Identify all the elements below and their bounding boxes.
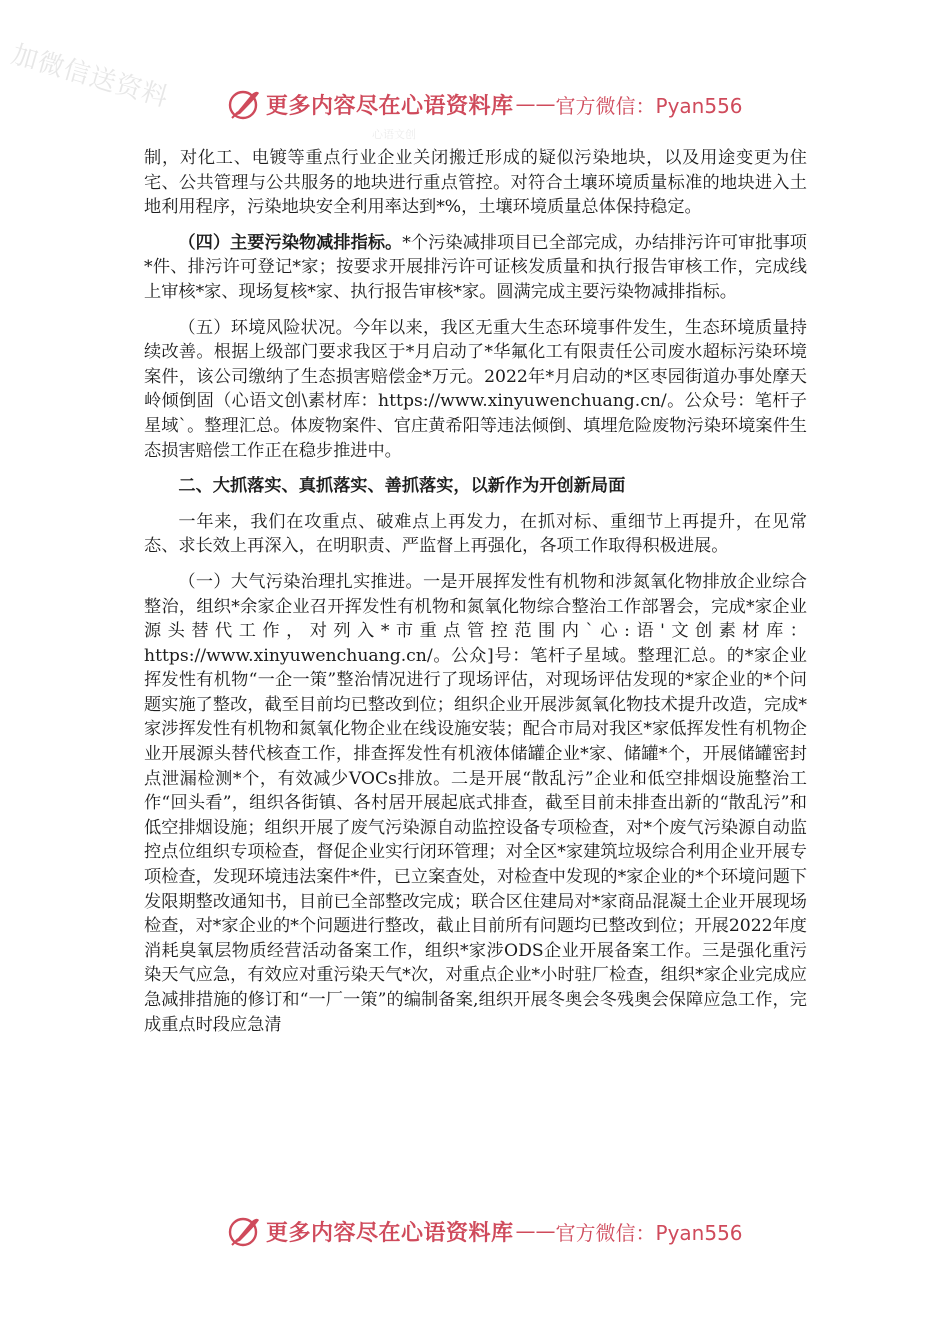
banner-shadow-text: 心语文创 [372, 128, 416, 141]
banner-wechat-text: 官方微信：Pyan556 [555, 1220, 743, 1245]
banner-dash: —— [515, 1219, 556, 1243]
paragraph-soil-continued: 制，对化工、电镀等重点行业企业关闭搬迁形成的疑似污染地块，以及用途变更为住宅、公共管理与公共服务的地块进行重点管控。对符合土壤环境质量标准的地块进入土地利用程序，污染地块安全利用率达到*%，土壤环境质量总体保持稳定。 [144, 148, 807, 218]
banner-main-text: 更多内容尽在心语资料库 [266, 92, 514, 119]
chapter-heading-2: 二、大抓落实、真抓落实、善抓落实，以新作为开创新局面 [178, 476, 626, 497]
banner-wechat-text: 官方微信：Pyan556 [555, 93, 743, 118]
quill-pen-icon [226, 86, 262, 122]
header-banner [226, 84, 743, 124]
paragraph-emission-reduction [144, 231, 807, 305]
document-body [144, 146, 807, 1037]
footer-banner [226, 1211, 743, 1251]
paragraph-overview: 一年来，我们在攻重点、破难点上再发力，在抓对标、重细节上再提升，在见常态、求长效上再深入，在明职责、严监督上再强化，各项工作取得积极进展。 [144, 511, 807, 557]
paragraph-emission-body: *个污染减排项目已全部完成，办结排污许可审批事项*件、排污许可登记*家；按要求开展排污许可证核发质量和执行报告审核工作，完成线上审核*家、现场复核*家、执行报告审核*家。圆满完成主要污染物减排指标。 [144, 232, 807, 302]
paragraph-air-pollution: （一）大气污染治理扎实推进。一是开展挥发性有机物和涉氮氧化物排放企业综合整治，组织*余家企业召开挥发性有机物和氮氧化物综合整治工作部署会，完成*家企业源头替代工作，对列入*市重点管控范围内`心:语'文创素材库：https://www.xinyuwenchuang.cn/。公众]号：笔杆子星域。整理汇总。的*家企业挥发性有机物“一企一策”整治情况进行了现场评估，对现场评估发现的*家企业的*个问题实施了整改，截至目前均已整改到位；组织企业开展涉氮氧化物技术提升改造，完成*家涉挥发性有机物和氮氧化物企业在线设施安装；配合市局对我区*家低挥发性有机物企业开展源头替代核查工作，排查挥发性有机液体储罐企业*家、储罐*个，开展储罐密封点泄漏检测*个，有效减少VOCs排放。二是开展“散乱污”企业和低空排烟设施整治工作“回头看”，组织各街镇、各村居开展起底式排查，截至目前未排查出新的“散乱污”和低空排烟设施；组织开展了废气污染源自动监控设备专项检查，对*个废气污染源自动监控点位组织专项检查，督促企业实行闭环管理；对全区*家建筑垃圾综合利用企业开展专项检查，发现环境违法案件*件，已立案查处，对检查中发现的*家企业的*个环境问题下发限期整改通知书，目前已全部整改完成；联合区住建局对*家商品混凝土企业开展现场检查，对*家企业的*个问题进行整改，截止目前所有问题均已整改到位；开展2022年度消耗臭氧层物质经营活动备案工作，组织*家涉ODS企业开展备案工作。三是强化重污染天气应急，有效应对重污染天气*次，对重点企业*小时驻厂检查，组织*家企业完成应急减排措施的修订和“一厂一策”的编制备案,组织开展冬奥会冬残奥会保障应急工作，完成重点时段应急清 [144, 571, 807, 1035]
quill-pen-icon [226, 1213, 262, 1249]
watermark-text: 加微信送资料 [8, 39, 173, 114]
section-heading-4: （四）主要污染物减排指标。 [178, 232, 403, 253]
paragraph-environment-risk: （五）环境风险状况。今年以来，我区无重大生态环境事件发生，生态环境质量持续改善。根据上级部门要求我区于*月启动了*华氟化工有限责任公司废水超标污染环境案件，该公司缴纳了生态损害赔偿金*万元。2022年*月启动的*区枣园街道办事处摩天岭倾倒固（心语文创\素材库：https://www.xinyuwenchuang.cn/。公众号：笔杆子星域`。整理汇总。体废物案件、官庄黄希阳等违法倾倒、填埋危险废物污染环境案件生态损害赔偿工作正在稳步推进中。 [144, 317, 807, 461]
banner-dash: —— [515, 92, 556, 116]
banner-main-text: 更多内容尽在心语资料库 [266, 1219, 514, 1246]
